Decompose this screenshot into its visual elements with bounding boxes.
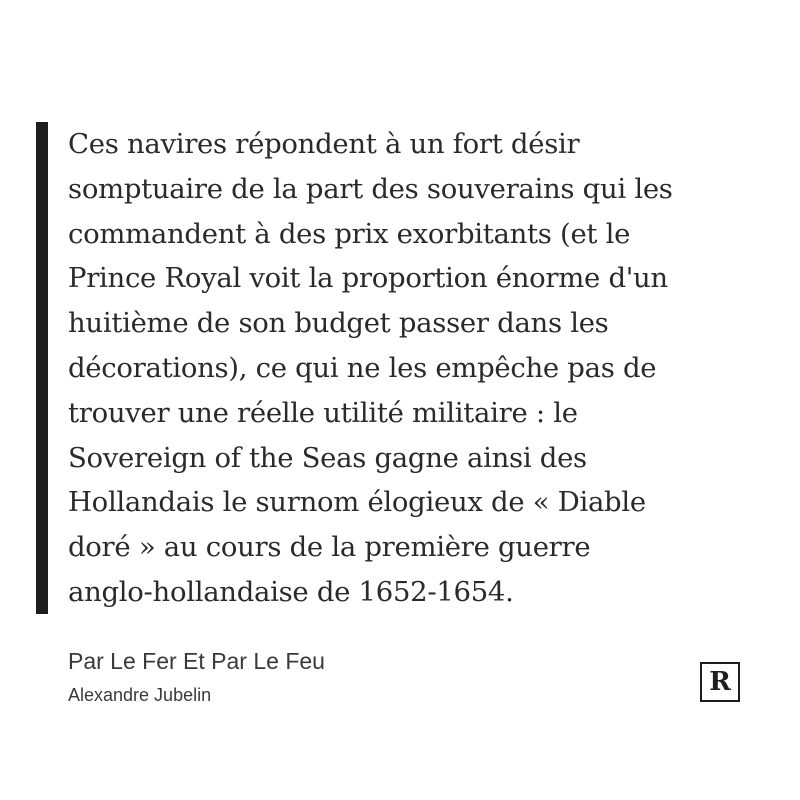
quote-text: [68, 122, 768, 615]
quote-line: Prince Royal voit la proportion énorme d'un: [68, 262, 668, 295]
quote-line: Sovereign of the Seas gagne ainsi des: [68, 441, 587, 474]
quote-line: huitième de son budget passer dans les: [68, 307, 609, 340]
quote-line: Ces navires répondent à un fort désir: [68, 128, 580, 160]
quote-line: commandent à des prix exorbitants (et le: [68, 217, 631, 250]
quote-accent-bar: [36, 122, 48, 614]
book-title: Par Le Fer Et Par Le Feu: [68, 648, 325, 674]
book-author: Alexandre Jubelin: [68, 685, 212, 705]
quote-line: Hollandais le surnom élogieux de « Diable: [68, 486, 646, 519]
brand-logo-icon: [700, 662, 740, 702]
quote-line: doré » au cours de la première guerre: [68, 531, 591, 564]
logo-letter: R: [709, 667, 731, 697]
quote-line: anglo-hollandaise de 1652-1654.: [68, 575, 514, 608]
quote-line: somptuaire de la part des souverains qui les: [68, 172, 673, 205]
quote-line: trouver une réelle utilité militaire : le: [68, 396, 578, 429]
quote-line: décorations), ce qui ne les empêche pas de: [68, 351, 657, 384]
